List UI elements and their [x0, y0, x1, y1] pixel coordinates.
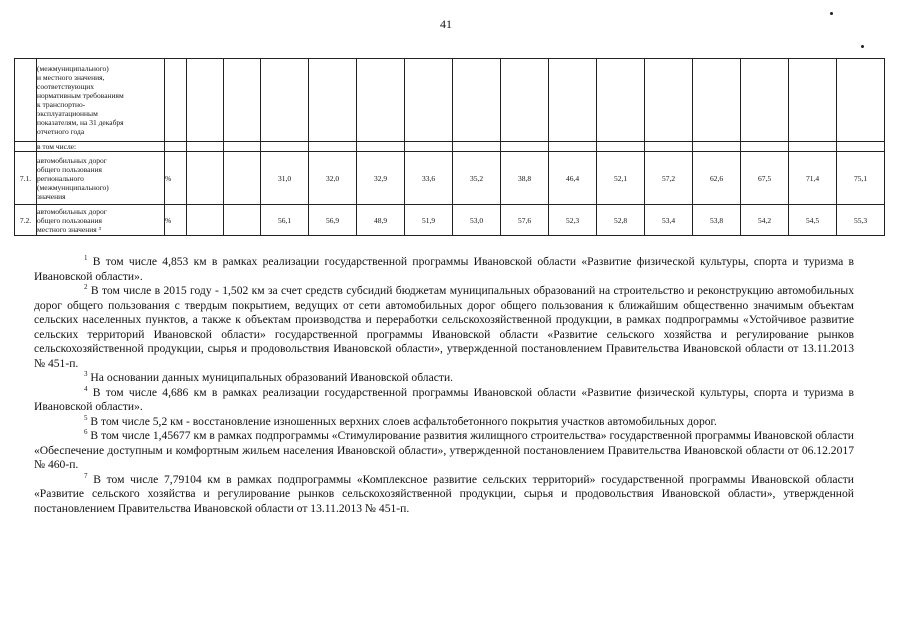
scan-speck — [861, 45, 864, 48]
footnote: $^1$ В том числе 4,853 км в рамках реализации государственной программы Ивановской области «Развитие физической культуры, спорта и туризма в Ивановской области». — [34, 254, 854, 283]
footnote-mark: 7 — [84, 471, 88, 480]
table-row: 7.2. автомобильных дорог общего пользования местного значения ³ % 56,1 56,9 48,9 51,9 53,0 57,6 52,3 52,8 53,4 53,8 54,2 54,5 55,3 — [15, 205, 885, 236]
scan-speck — [830, 12, 833, 15]
continuation-name-cell: (межмуниципального) и местного значения, соответствующих нормативным требованиям к транспортно- эксплуатационным показателям, на 31 декабря отчетного года — [37, 59, 165, 142]
table-row: 7.1. автомобильных дорог общего пользования регионального (межмуниципального) значения % 31,0 32,0 32,9 33,6 35,2 38,8 46,4 52,1 57,2 62,6 67,5 71,4 75,1 — [15, 152, 885, 205]
footnote-mark: 3 — [84, 370, 88, 379]
subheader-cell: в том числе: — [37, 142, 165, 152]
footnote-mark: 1 — [84, 254, 88, 263]
footnote: $^7$ В том числе 7,79104 км в рамках подпрограммы «Комплексное развитие сельских территорий» государственной программы Ивановской области «Развитие сельского хозяйства и регулирование рынков сельскохозяйственной продукции, сырья и продовольствия Ивановской области», утвержденной постановлением Правительства Ивановской области от 13.11.2013 № 451-п. — [34, 471, 854, 515]
footnote-mark: 5 — [84, 413, 88, 422]
footnote: $^5$ В том числе 5,2 км - восстановление изношенных верхних слоев асфальтобетонного покрытия участков автомобильных дорог. — [84, 413, 717, 428]
footnotes — [34, 255, 854, 516]
row-name-cell: автомобильных дорог общего пользования местного значения ³ — [37, 205, 165, 236]
footnote-mark: 4 — [84, 384, 88, 393]
footnote: $^3$ На основании данных муниципальных образований Ивановской области. — [84, 370, 454, 384]
page-number: 41 — [440, 17, 452, 31]
footnote: $^6$ В том числе 1,45677 км в рамках подпрограммы «Стимулирование развития жилищного строительства» государственной программы Ивановской области «Обеспечение доступным и комфортным жильем населения Ивановской области», утвержденной постановлением Правительства Ивановской области от 06.12.2017 № 460-п. — [34, 428, 854, 471]
footnote: $^2$ В том числе в 2015 году - 1,502 км за счет средств субсидий бюджетам муниципальных образований на строительство и реконструкцию автомобильных дорог общего пользования с твердым покрытием, ведущих от сети автомобильных дорог общего пользования к ближайшим общественно значимым объектам сельских населенных пунктов, а также к объектам производства и переработки сельскохозяйственной продукции, в рамках подпрограммы «Устойчивое развитие сельских территорий Ивановской области» государственной программы Ивановской области «Развитие сельского хозяйства и регулирование рынков сельскохозяйственной продукции, сырья и продовольствия Ивановской области», утвержденной постановлением Правительства Ивановской области от 13.11.2013 № 451-п. — [34, 283, 854, 370]
footnote-mark: 6 — [84, 428, 88, 437]
indicators-table — [14, 58, 885, 236]
table-row-continuation — [15, 59, 885, 142]
row-name-cell: автомобильных дорог общего пользования регионального (межмуниципального) значения — [37, 152, 165, 205]
footnote-mark: 2 — [84, 283, 88, 292]
table-row-subheader — [15, 142, 885, 152]
footnote: $^4$ В том числе 4,686 км в рамках реализации государственной программы Ивановской области «Развитие физической культуры, спорта и туризма в Ивановской области». — [34, 384, 854, 413]
